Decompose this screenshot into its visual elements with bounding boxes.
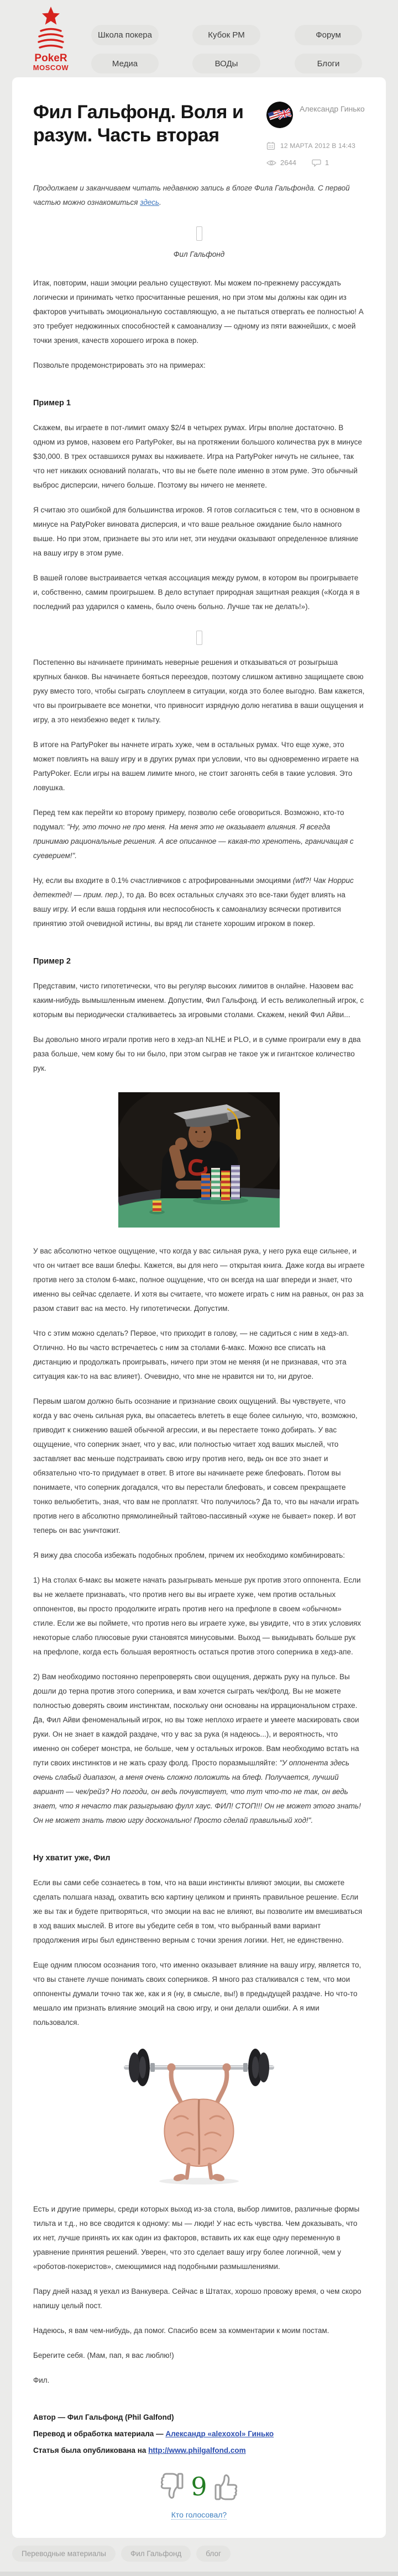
article-paragraph: 1) На столах 6-макс вы можете начать разыгрывать меньше рук против этого оппонента. Если вы не желаете признавать, что против него вы вы играете хуже, чем против остальных оппонентов, вы просто продолжите играть против него на префлопе в своем «обычном» стиле. Если же вы поймете, что против него вы играете хуже, вы увидите, что в этих условиях некоторые слабо плюсовые руки становятся минусовыми. Выход — выкидывать больше рук на префлопе, когда есть большая вероятность остаться против этого соперника в хедз-апе.	[33, 1576, 362, 1656]
paragraph-text: , то да. Во всех остальных случаях это все-таки будет влиять на вашу игру. И если ваша гордыня или неспособность к самоанализу всячески противится принятию этой очевидной истины, вы вряд ли станете хорошим игроком в покер.	[33, 891, 345, 928]
avatar[interactable]	[266, 102, 293, 128]
article-paragraph: Если вы сами себе сознаетесь в том, что на ваши инстинкты влияют эмоции, вы сможете сделать полшага назад, охватить всю картину целиком и принять правильное решение. Если же вы так и будете притворяться, что эмоции на вас не влияют, вы позволите им вмешиваться в ход ваших мыслей. В итоге вы убедите себя в том, что выбранный вами вариант продолжения игры был единственно верным с точки зрения логики. Нет, не единственно.	[33, 1879, 363, 1944]
intro-paragraph	[33, 181, 365, 210]
vote-count: 9	[191, 2472, 207, 2501]
intro-text: Продолжаем и заканчиваем читать недавнюю запись в блоге Фила Гальфонда. С первой частью можно ознакомиться	[33, 184, 350, 207]
translator-profile-link[interactable]: Александр «alexoxol» Гинько	[165, 2430, 274, 2438]
tag-translated-materials[interactable]: Переводные материалы	[12, 2546, 116, 2562]
section-heading-example-1: Пример 1	[33, 399, 71, 408]
article-paragraph: Постепенно вы начинаете принимать неверные решения и отказываться от розыгрыша крупных банков. Вы начинаете бояться переездов, поэтому слишком активно защищаете свою руку вместо того, чтобы сыграть слоуплеем в ситуации, когда это более выгодно. Вам кажется, что вы проигрываете все монетки, что привносит изрядную долю негатива в ваши ощущения и игру, а это неизбежно ведет к тильту.	[33, 658, 365, 724]
article-card	[12, 77, 386, 2538]
vote-widget	[33, 2472, 365, 2501]
article-paragraph: Скажем, вы играете в пот-лимит омаху $2/4 в четырех румах. Игры вполне достаточно. В одном из румов, назовем его PartyPoker, вы на протяжении большого количества рук в минусе $30,000. В трех оставшихся румах вы наживаете. Игра на PartyPoker ничуть не сильнее, так что нет никаких оснований полагать, что вы не бьете поле именно в этом руме. Это обычный выброс дисперсии, ничего больше. Поэтому вы ничего не меняете.	[33, 424, 362, 489]
logo-star-icon	[28, 3, 74, 75]
poker-moscow-logo[interactable]	[28, 3, 74, 75]
nav-item-rm-cup[interactable]: Кубок РМ	[192, 25, 260, 45]
paragraph-text: Перед тем как перейти ко второму примеру, позволю себе оговориться. Возможно, кто-то подумал:	[33, 808, 344, 831]
credit-label: Перевод и обработка материала —	[33, 2430, 166, 2438]
author-name[interactable]: Александр Гинько	[300, 104, 365, 113]
views-eye-icon	[266, 160, 276, 166]
section-heading-enough: Ну хватит уже, Фил	[33, 1854, 111, 1863]
article-paragraph: В вашей голове выстраивается четкая ассоциация между румом, в котором вы проигрываете и, собственно, самим проигрышем. В дело вступает природная защитная реакция («Когда я в последний раз ударился о камень, было очень больно. Лучше так не делать!»).	[33, 574, 360, 611]
article-paragraph: Что с этим можно сделать? Первое, что приходит в голову, — не садиться с ним в хедз-ап. Отлично. Но вы часто встречаетесь с ним за столами 6-макс. Можно все списать на дистанцию и продолжать проигрывать, ничего при этом не меняя (и не признавая, что эта ситуация как-то на вас влияет). Очевидно, что мне не нравится ни то, ни другое.	[33, 1329, 349, 1380]
site-header	[0, 0, 398, 77]
article-paragraph: Есть и другие примеры, среди которых выход из-за стола, выбор лимитов, различные формы тильта и т.д., но все сводится к одному: мы — люди! У нас есть чувства. Чем доказывать, что их нет, лучше принять их как один из факторов, вставить их как еще одну переменную в уравнение принятия решений. Уверен, что это сделает вашу игру более логичной, чем у «роботов-покеристов», смеющимися над подобными размышлениями.	[33, 2205, 360, 2271]
credit-label: Статья была опубликована на	[33, 2446, 149, 2455]
nav-item-forum[interactable]: Форум	[295, 25, 362, 45]
nav-item-vods[interactable]: ВОДы	[192, 54, 260, 73]
nav-item-media[interactable]: Медиа	[91, 54, 159, 73]
paragraph-quote: "Ну, это точно не про меня. На меня это не оказывает влияния. Я всегда принимаю рациональные решения. А все описанное — какая-то хренотень, граничащая с суеверием!".	[33, 823, 354, 860]
credit-translation-line	[33, 2426, 365, 2442]
paragraph-text: Ну, если вы входите в 0.1% счастливчиков с атрофированными эмоциями	[33, 876, 293, 885]
article-paragraph: Надеюсь, я вам чем-нибудь, да помог. Спасибо всем за комментарии к моим постам.	[33, 2326, 329, 2335]
paragraph-text: 2) Вам необходимо постоянно перепроверять свои ощущения, держать руку на пульсе. Вы дошли до терна против этого соперника, и вам хочется сыграть чек/фолд. Вы не можете полностью доверять своим инстинктам, поскольку они основаны на иррациональном страхе. Да, Фил Айви феноменальный игрок, но вы тоже неплохо играете и умеете маскировать свои руки. Он не знает в каждой раздаче, что у вас за рука (я надеюсь...), и вероятность, что именно он соберет монстра, не больше, чем у остальных игроков. Вам необходимо встать на пути своих инстинктов и не жать сразу фолд. Просто поразмышляйте:	[33, 1673, 359, 1767]
logo-text-line2: MOSCOW	[33, 64, 69, 72]
thumb-down-icon[interactable]	[156, 2472, 184, 2501]
credit-source-line	[33, 2443, 365, 2458]
translator-note: (wtf?! Чак Норрис детектед! — прим. пер.)	[33, 876, 354, 899]
article-paragraph: У вас абсолютно четкое ощущение, что когда у вас сильная рука, у него рука еще сильнее, и что он читает все ваши блефы. Кажется, вы для него — открытая книга. Даже когда вы играете против него за столом 6-макс, полное ощущение, что он всегда на шаг впереди и знает, что именно вы сейчас сделаете. И хотя вы считаете, что можете играть с ним на равных, он раз за разом ставит вас на место. Ну гипотетически. Допустим.	[33, 1247, 365, 1313]
article-paragraph: Я вижу два способа избежать подобных проблем, причем их необходимо комбинировать:	[33, 1551, 345, 1559]
who-voted-link[interactable]: Кто голосовал?	[171, 2510, 227, 2519]
image-caption: Фил Гальфонд	[173, 250, 225, 258]
article-paragraph: Берегите себя. (Мам, пап, я вас люблю!)	[33, 2351, 174, 2360]
article-meta	[266, 100, 365, 167]
tag-blog[interactable]: блог	[196, 2546, 231, 2562]
comments-icon	[312, 159, 321, 167]
article-paragraph: Еще одним плюсом осознания того, что именно оказывает влияние на вашу игру, является то, что вы станете лучше понимать своих соперников. Я много раз сталкивался с тем, что мои оппоненты думали точно так же, как и я (ну, в смысле, вы!) в предыдущей раздаче. Но что-то мешало им признать влияние эмоций на свою игру, и они делали ошибки. А я ими пользовался.	[33, 1961, 362, 2027]
author-row	[266, 102, 365, 128]
calendar-icon	[266, 141, 275, 150]
phil-ivey-photo	[33, 1092, 365, 1228]
article-paragraph: Фил.	[33, 2376, 50, 2384]
avatar-flags-icon	[266, 102, 293, 128]
paragraph-quote: "У оппонента здесь очень слабый диапазон, а меня очень сложно положить на блеф. Получается, лучший вариант — чек/рейз? Но погоди, он ведь почувствует, что тут что-то не так, он ведь знает, что я нечасто так разыгрываю фулл хаус. ФИЛ! СТОП!!! Он не может этого знать! Он не может знать твою игру досконально! Просто сделай правильный ход!".	[33, 1759, 361, 1824]
section-heading-example-2: Пример 2	[33, 957, 71, 966]
article-paragraph: Итак, повторим, наши эмоции реально существуют. Мы можем по-прежнему рассуждать логически и принимать четко просчитанные решения, но при этом мы должны как один из факторов учитывать эмоциональную составляющую, а не пытаться отвергать ее полностью! А это требует недюжинных способностей к самоанализу — одному из пяти важнейших, с моей точки зрения, качеств хорошего игрока в покер.	[33, 279, 364, 345]
article-body	[33, 181, 365, 2520]
credits-block	[33, 2410, 365, 2458]
publish-date-row	[266, 141, 365, 150]
nav-item-blogs[interactable]: Блоги	[295, 54, 362, 73]
article-paragraph: Представим, чисто гипотетически, что вы регуляр высоких лимитов в онлайне. Назовем вас каким-нибудь вымышленным именем. Допустим, Фил Гальфонд. И есть великолепный игрок, с которым вы периодически сталкиваетесь за игровыми столами. Скажем, некий Фил Айви...	[33, 982, 364, 1019]
article-paragraph: Первым шагом должно быть осознание и признание своих ощущений. Вы чувствуете, что когда у вас очень сильная рука, вы опасаетесь влететь в еще более сильную, что, возможно, приводит к снижению вашей обычной агрессии, и вы перестаете тонко добирать. У вас ощущение, что соперник знает, что у вас, или полностью читает ход ваших мыслей, что заставляет вас меньше подстраивать свою игру против него, ведь он все это знает и обязательно что-то придумает в ответ. В итоге вы начинаете реже блефовать. Потом вы понимаете, что соперник догадался, что вы перестали блефовать, и совсем прекращаете тонко вельюбетить, зная, что вам не проплатят. Что получилось? Да то, что вы начали играть против него в абсолютно прямолинейный тайтово-пассивный «хуже не бывает» покер. И вот теперь он вас уничтожит.	[33, 1397, 359, 1535]
source-site-link[interactable]: http://www.philgalfond.com	[148, 2446, 246, 2455]
article-paragraph	[33, 874, 365, 931]
footer-strip	[0, 2572, 398, 2576]
article-paragraph	[33, 806, 365, 863]
broken-quote-placeholder	[196, 226, 202, 241]
thumb-up-icon[interactable]	[214, 2472, 242, 2501]
intro-after: .	[159, 198, 161, 207]
page-title: Фил Гальфонд. Воля и разум. Часть вторая	[33, 102, 244, 146]
article-header	[33, 100, 365, 167]
broken-quote-placeholder	[196, 631, 202, 645]
publish-date: 12 МАРТА 2012 В 14:43	[280, 142, 356, 150]
tags-row	[12, 2546, 386, 2562]
views-count: 2644	[280, 158, 296, 167]
article-paragraph: Я считаю это ошибкой для большинства игроков. Я готов согласиться с тем, что в основном в минусе на PatyPoker виновата дисперсия, и что ваше реальное ожидание было намного выше. Но при этом, признаете вы это или нет, эти неудачи оказывают определенное влияние на вашу игру в этом руме.	[33, 506, 360, 557]
article-paragraph: Позвольте продемонстрировать это на примерах:	[33, 361, 206, 369]
article-paragraph: Вы довольно много играли против него в хедз-ап NLHE и PLO, и в сумме проиграли ему в два раза больше, чем кому бы то ни было, при этом сыграв не такое уж и гигантское количество рук.	[33, 1035, 361, 1072]
article-paragraph: В итоге на PartyPoker вы начнете играть хуже, чем в остальных румах. Что еще хуже, это может повлиять на вашу игру и в других румах при условии, что вы одновременно играете на PartyPoker. Если игры на вашем лимите много, не стоит загонять себя в такие условия. Это ловушка.	[33, 740, 359, 792]
article-paragraph	[33, 1670, 365, 1828]
nav-item-poker-school[interactable]: Школа покера	[91, 25, 159, 45]
stats-row	[266, 158, 365, 167]
who-voted-row	[33, 2510, 365, 2520]
article-paragraph: Пару дней назад я уехал из Ванкувера. Сейчас в Штатах, хорошо провожу время, о чем скоро напишу целый пост.	[33, 2287, 362, 2310]
first-part-link[interactable]: здесь	[140, 198, 160, 207]
brain-lifting-dumbbell-image	[33, 2046, 365, 2186]
comments-count: 1	[324, 158, 329, 167]
tag-phil-galfond[interactable]: Фил Гальфонд	[121, 2546, 191, 2562]
credit-author-line: Автор — Фил Гальфонд (Phil Galfond)	[33, 2413, 174, 2421]
logo-text-line1: PokeR	[34, 52, 67, 64]
